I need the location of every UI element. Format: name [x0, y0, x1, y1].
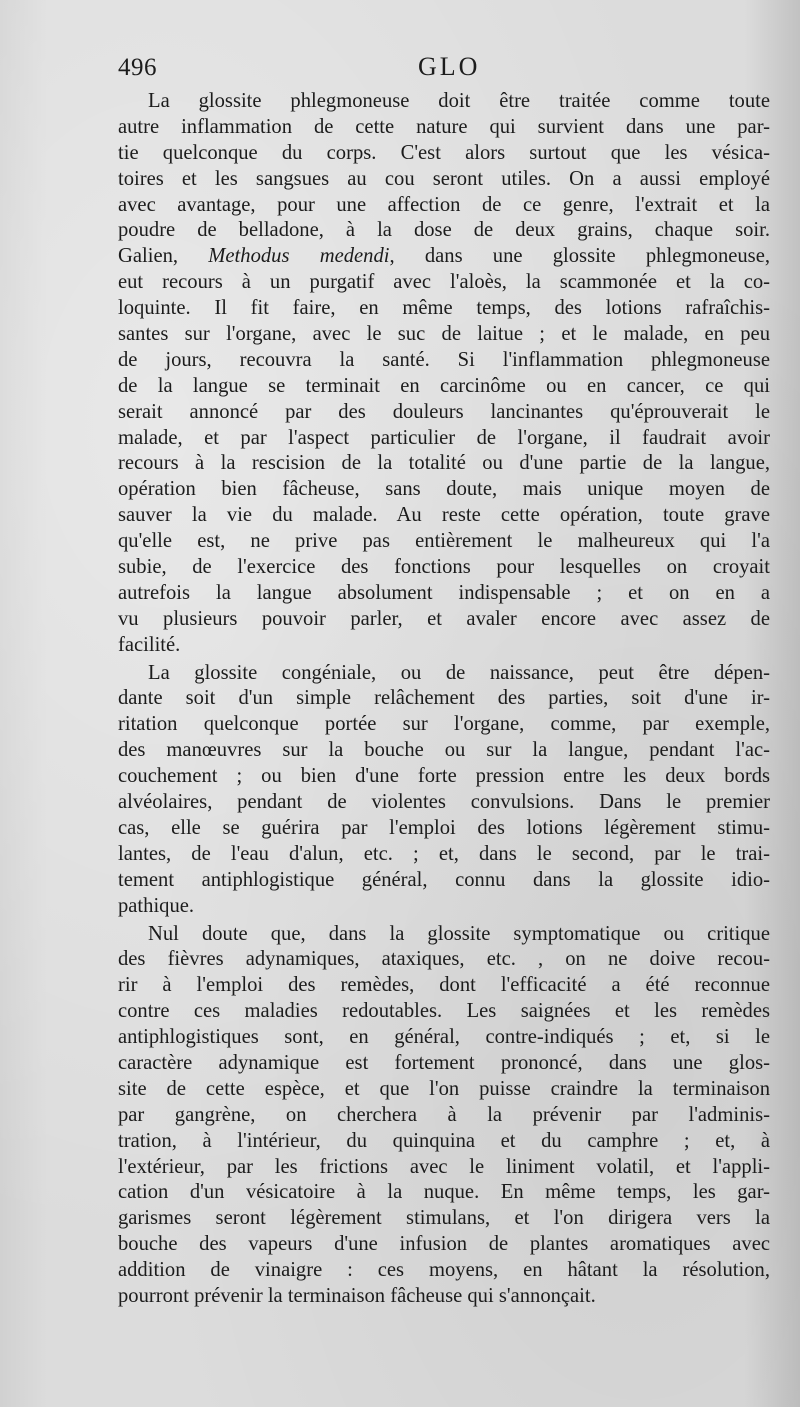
text-line: des fièvres adynamiques, ataxiques, etc. , on ne doive recou- — [118, 948, 770, 971]
text-line: Nul doute que, dans la glossite symptomatique ou critique — [148, 922, 770, 945]
text-line: qu'elle est, ne prive pas entièrement le malheureux qui l'a — [118, 530, 770, 553]
text-line: des manœuvres sur la bouche ou sur la langue, pendant l'ac- — [118, 739, 770, 762]
text-line: sauver la vie du malade. Au reste cette opération, toute grave — [118, 504, 770, 527]
paragraph — [118, 661, 770, 920]
text-line: rir à l'emploi des remèdes, dont l'efficacité a été reconnue — [118, 974, 770, 997]
text-line: tement antiphlogistique général, connu dans la glossite idio- — [118, 868, 770, 891]
text-line: loquinte. Il fit faire, en même temps, des lotions rafraîchis- — [118, 297, 770, 320]
text-line: facilité. — [118, 633, 181, 656]
paragraph — [118, 922, 770, 1310]
text-line: pourront prévenir la terminaison fâcheuse qui s'annonçait. — [118, 1284, 596, 1307]
text-line: l'extérieur, par les frictions avec le liniment volatil, et l'appli- — [118, 1155, 770, 1178]
text-line: recours à la rescision de la totalité ou d'une partie de la langue, — [118, 452, 770, 475]
text-line: malade, et par l'aspect particulier de l'organe, il faudrait avoir — [118, 426, 770, 449]
running-head: GLO — [418, 52, 481, 81]
text-line: de jours, recouvra la santé. Si l'inflammation phlegmoneuse — [118, 348, 770, 371]
text-line: cation d'un vésicatoire à la nuque. En même temps, les gar- — [118, 1181, 770, 1204]
text-line: garismes seront légèrement stimulans, et l'on dirigera vers la — [118, 1207, 770, 1230]
text-line: par gangrène, on cherchera à la prévenir par l'adminis- — [118, 1103, 770, 1126]
paragraph — [118, 89, 770, 659]
text-line: opération bien fâcheuse, sans doute, mais unique moyen de — [118, 478, 770, 501]
page-number: 496 — [118, 54, 157, 81]
text-line: Galien, Methodus medendi, dans une glossite phlegmoneuse, — [118, 245, 770, 268]
text-line: tie quelconque du corps. C'est alors surtout que les vésica- — [118, 141, 770, 164]
text-line: toires et les sangsues au cou seront utiles. On a aussi employé — [118, 167, 770, 190]
text-line: La glossite phlegmoneuse doit être traitée comme toute — [148, 90, 770, 112]
text-line: dante soit d'un simple relâchement des parties, soit d'une ir- — [118, 687, 770, 710]
text-line: vu plusieurs pouvoir parler, et avaler encore avec assez de — [118, 607, 770, 630]
text-line: avec avantage, pour une affection de ce genre, l'extrait et la — [118, 193, 770, 216]
text-line: autrefois la langue absolument indispensable ; et on en a — [118, 581, 770, 604]
text-line: ritation quelconque portée sur l'organe, comme, par exemple, — [118, 713, 770, 736]
text-line: site de cette espèce, et que l'on puisse craindre la terminaison — [118, 1077, 770, 1100]
text-line: La glossite congéniale, ou de naissance, peut être dépen- — [148, 661, 770, 684]
body-text — [118, 89, 770, 1310]
italic-title: Methodus medendi — [208, 245, 390, 268]
text-line: lantes, de l'eau d'alun, etc. ; et, dans le second, par le trai- — [118, 842, 770, 865]
text-line: autre inflammation de cette nature qui survient dans une par- — [118, 115, 770, 138]
text-line: tration, à l'intérieur, du quinquina et du camphre ; et, à — [118, 1129, 770, 1152]
page-header — [118, 50, 782, 88]
text-line: poudre de belladone, à la dose de deux grains, chaque soir. — [118, 219, 770, 242]
text-line: subie, de l'exercice des fonctions pour lesquelles on croyait — [118, 556, 770, 579]
text-line: contre ces maladies redoutables. Les saignées et les remèdes — [118, 1000, 770, 1023]
text-line: eut recours à un purgatif avec l'aloès, la scammonée et la co- — [118, 271, 770, 294]
text-line: antiphlogistiques sont, en général, contre-indiqués ; et, si le — [118, 1026, 770, 1049]
text-line: cas, elle se guérira par l'emploi des lotions légèrement stimu- — [118, 816, 770, 839]
text-line: de la langue se terminait en carcinôme ou en cancer, ce qui — [118, 374, 770, 397]
text-line: santes sur l'organe, avec le suc de laitue ; et le malade, en peu — [118, 323, 770, 346]
text-line: pathique. — [118, 894, 195, 917]
text-line: serait annoncé par des douleurs lancinantes qu'éprouverait le — [118, 400, 770, 423]
text-line: couchement ; ou bien d'une forte pression entre les deux bords — [118, 765, 770, 788]
text-line: addition de vinaigre : ces moyens, en hâtant la résolution, — [118, 1259, 770, 1282]
text-line: bouche des vapeurs d'une infusion de plantes aromatiques avec — [118, 1233, 770, 1256]
text-line: alvéolaires, pendant de violentes convulsions. Dans le premier — [118, 791, 770, 814]
text-line: caractère adynamique est fortement prononcé, dans une glos- — [118, 1051, 770, 1074]
